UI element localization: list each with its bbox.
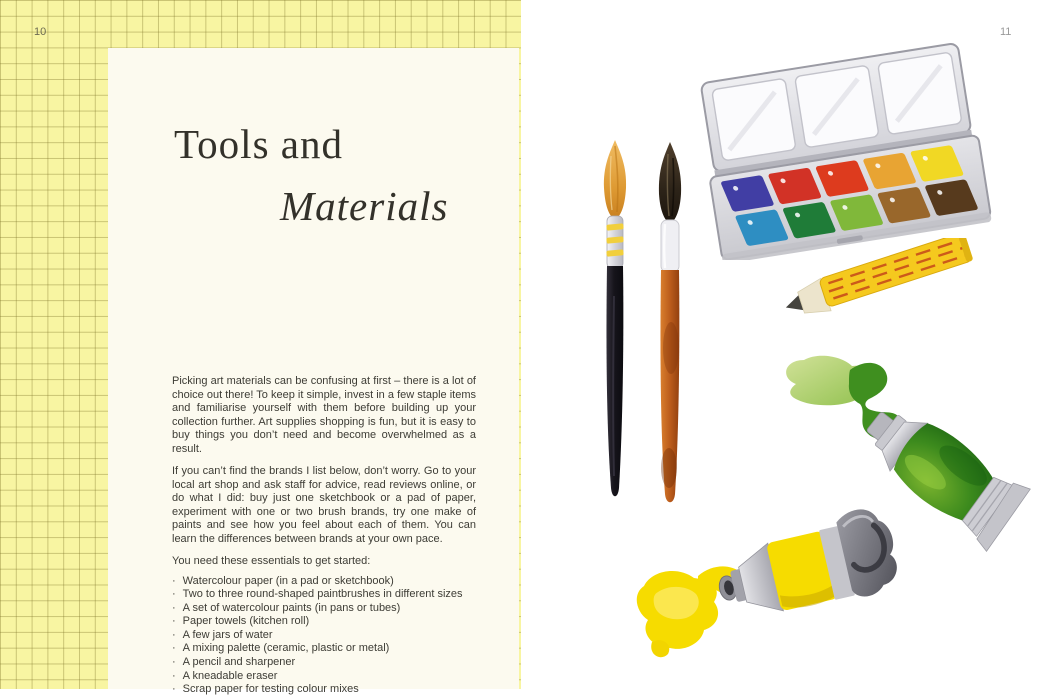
list-item xyxy=(172,575,476,589)
list-item xyxy=(172,615,476,629)
bullet-dot: · xyxy=(172,574,176,587)
page-title-line2: Materials xyxy=(280,183,449,229)
page-title-line1: Tools and xyxy=(174,121,343,167)
content-panel xyxy=(108,48,519,696)
bullet-dot: · xyxy=(172,683,176,696)
list-item xyxy=(172,683,476,697)
list-item xyxy=(172,642,476,656)
list-item-text: A set of watercolour paints (in pans or tubes) xyxy=(182,601,401,614)
list-item xyxy=(172,629,476,643)
bullet-dot: · xyxy=(172,615,176,628)
page-number-left: 10 xyxy=(34,26,47,38)
list-item xyxy=(172,656,476,670)
yellow-paint-tube-illustration xyxy=(628,492,912,674)
paragraph-1: Picking art materials can be confusing at first – there is a lot of choice out there! To keep it simple, invest in a few staple items and familiarise yourself with them before building up your collection further. Art supplies shopping is fun, but it is easy to buy things you don’t need and become overwhelmed as a result. xyxy=(172,375,476,455)
list-item-text: Watercolour paper (in a pad or sketchbook) xyxy=(182,574,394,587)
list-item-text: Paper towels (kitchen roll) xyxy=(182,615,310,628)
bullet-dot: · xyxy=(172,656,176,669)
list-item-text: A mixing palette (ceramic, plastic or metal) xyxy=(182,642,390,655)
body-text-block xyxy=(172,375,476,697)
paragraph-2: If you can’t find the brands I list below, don’t worry. Go to your local art shop and ask staff for advice, read reviews online, or do what I did: buy just one sketchbook or a pad of paper, experiment with one or two brush brands, try one make of paints and see how you feel about each of them. You can learn the differences between brands at your own pace. xyxy=(172,465,476,545)
bullet-dot: · xyxy=(172,628,176,641)
left-page-grid-background xyxy=(0,0,521,696)
page-number-right: 11 xyxy=(1000,26,1012,38)
essentials-intro: You need these essentials to get started: xyxy=(172,555,371,567)
bullet-dot: · xyxy=(172,601,176,614)
bullet-dot: · xyxy=(172,588,176,601)
bullet-dot: · xyxy=(172,669,176,682)
essentials-list xyxy=(172,575,476,697)
list-item-text: A few jars of water xyxy=(182,628,273,641)
list-item-text: A kneadable eraser xyxy=(182,669,278,682)
list-item-text: Two to three round-shaped paintbrushes in different sizes xyxy=(182,588,463,601)
list-item xyxy=(172,602,476,616)
list-item xyxy=(172,588,476,602)
list-item xyxy=(172,670,476,684)
pencil-illustration xyxy=(783,238,993,330)
paintbrush-black-illustration xyxy=(593,136,637,504)
bullet-dot: · xyxy=(172,642,176,655)
watercolour-tin-illustration xyxy=(694,42,998,260)
list-item-text: Scrap paper for testing colour mixes xyxy=(182,683,359,696)
list-item-text: A pencil and sharpener xyxy=(182,656,296,669)
paintbrush-brown-illustration xyxy=(647,138,693,508)
